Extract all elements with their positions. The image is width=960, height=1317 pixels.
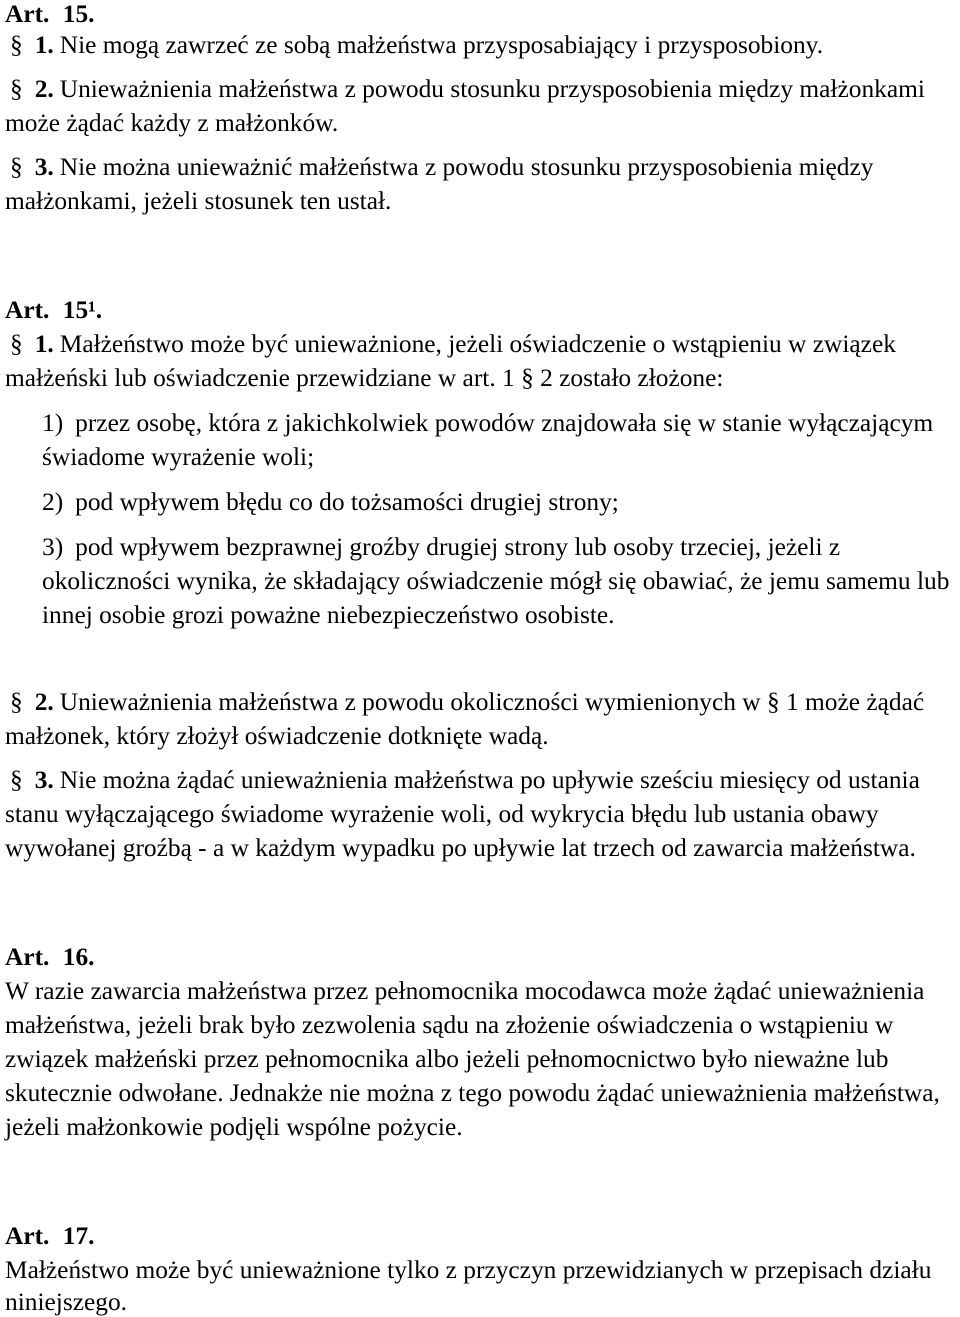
- section-sign: §: [10, 766, 23, 794]
- text-line: [5, 72, 960, 106]
- article-heading: Art. 16.: [5, 943, 95, 971]
- article-15: [5, 0, 960, 218]
- list-item: [42, 530, 960, 632]
- list-item-text: przez osobę, która z jakichkolwiek powodów znajdowała się w stanie wyłączającym: [75, 409, 934, 437]
- paragraph: [5, 28, 960, 62]
- section-sign: §: [10, 330, 23, 358]
- text-line: niniejszego.: [5, 1288, 127, 1316]
- text-line: małżeństwa, jeżeli brak było zezwolenia sądu na złożenie oświadczenia o wstąpieniu w: [5, 1011, 894, 1039]
- paragraph: [5, 763, 960, 865]
- paragraph: [5, 1253, 960, 1317]
- article-heading: Art. 15¹.: [5, 296, 103, 324]
- article-16: [5, 940, 960, 1144]
- paragraph-number: 1.: [34, 330, 54, 358]
- text-line: Małżeństwo może być unieważnione tylko z przyczyn przewidzianych w przepisach działu: [5, 1256, 932, 1284]
- article-heading: Art. 15.: [5, 0, 95, 28]
- text-line: skutecznie odwołane. Jednakże nie można z tego powodu żądać unieważnienia małżeństwa,: [5, 1079, 940, 1107]
- paragraph-number: 3.: [34, 153, 54, 181]
- text-line: [5, 685, 960, 719]
- paragraph: [5, 685, 960, 753]
- list-item-number: 3): [42, 533, 64, 561]
- list-item-text: pod wpływem błędu co do tożsamości drugiej strony;: [75, 488, 619, 516]
- section-sign: §: [10, 75, 23, 103]
- text-line: [5, 327, 960, 361]
- text-line: stanu wyłączającego świadome wyrażenie woli, od wykrycia błędu lub ustania obawy: [5, 800, 879, 828]
- paragraph-text: Unieważnienia małżeństwa z powodu stosunku przysposobienia między małżonkami: [59, 75, 925, 103]
- list-item-number: 2): [42, 488, 64, 516]
- text-line: małżonkami, jeżeli stosunek ten ustał.: [5, 187, 392, 215]
- paragraph-text: Nie można żądać unieważnienia małżeństwa po upływie sześciu miesięcy od ustania: [59, 766, 920, 794]
- article-15-1: [5, 293, 960, 865]
- section-sign: §: [10, 688, 23, 716]
- text-line: okoliczności wynika, że składający oświadczenie mógł się obawiać, że jemu samemu lub: [42, 567, 950, 595]
- text-line: małżonek, który złożył oświadczenie dotknięte wadą.: [5, 722, 549, 750]
- paragraph-text: Nie mogą zawrzeć ze sobą małżeństwa przysposabiający i przysposobiony.: [59, 31, 824, 59]
- list-item-text: pod wpływem bezprawnej groźby drugiej strony lub osoby trzeciej, jeżeli z: [75, 533, 841, 561]
- text-line: innej osobie grozi poważne niebezpieczeństwo osobiste.: [42, 601, 615, 629]
- text-line: małżeński lub oświadczenie przewidziane w art. 1 § 2 zostało złożone:: [5, 364, 724, 392]
- list-item-number: 1): [42, 409, 64, 437]
- list-item: [42, 406, 960, 474]
- paragraph-text: Małżeństwo może być unieważnione, jeżeli oświadczenie o wstąpieniu w związek: [59, 330, 896, 358]
- text-line: związek małżeński przez pełnomocnika albo jeżeli pełnomocnictwo było nieważne lub: [5, 1045, 889, 1073]
- text-line: W razie zawarcia małżeństwa przez pełnomocnika mocodawca może żądać unieważnienia: [5, 977, 925, 1005]
- paragraph-number: 2.: [34, 688, 54, 716]
- text-line: [42, 485, 960, 519]
- text-line: jeżeli małżonkowie podjęli wspólne pożycie.: [5, 1113, 463, 1141]
- article-heading: Art. 17.: [5, 1222, 95, 1250]
- paragraph-number: 1.: [34, 31, 54, 59]
- paragraph-text: Unieważnienia małżeństwa z powodu okoliczności wymienionych w § 1 może żądać: [59, 688, 925, 716]
- paragraph: [5, 974, 960, 1144]
- paragraph: [5, 72, 960, 140]
- section-sign: §: [10, 31, 23, 59]
- text-line: [5, 28, 960, 62]
- text-line: [5, 150, 960, 184]
- paragraph: [5, 327, 960, 632]
- text-line: świadome wyrażenie woli;: [42, 443, 315, 471]
- paragraph-number: 2.: [34, 75, 54, 103]
- text-line: może żądać każdy z małżonków.: [5, 109, 339, 137]
- paragraph-number: 3.: [34, 766, 54, 794]
- section-sign: §: [10, 153, 23, 181]
- text-line: [5, 763, 960, 797]
- paragraph: [5, 150, 960, 218]
- text-line: wywołanej groźbą - a w każdym wypadku po upływie lat trzech od zawarcia małżeństwa.: [5, 834, 916, 862]
- text-line: [42, 530, 960, 564]
- article-17: [5, 1219, 960, 1317]
- paragraph-text: Nie można unieważnić małżeństwa z powodu stosunku przysposobienia między: [59, 153, 874, 181]
- text-line: [42, 406, 960, 440]
- list-item: [42, 485, 960, 519]
